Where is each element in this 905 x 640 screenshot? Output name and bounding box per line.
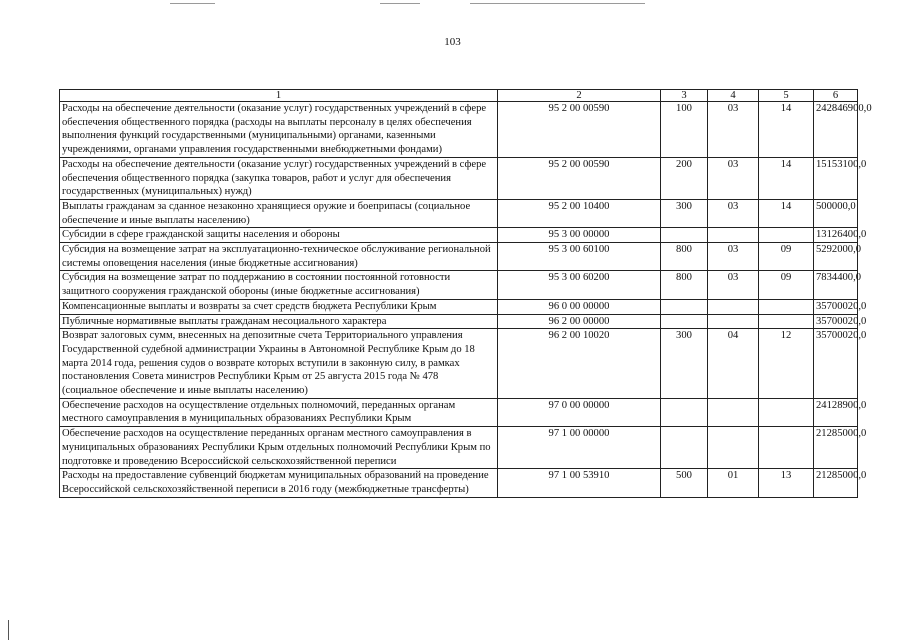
- row-sum: 500000,0: [814, 199, 858, 227]
- row-code: 95 2 00 10400: [498, 199, 661, 227]
- table-row: [60, 199, 858, 227]
- budget-table: [59, 89, 872, 498]
- row-rz: 01: [708, 469, 759, 497]
- row-pr: [759, 228, 814, 243]
- row-name: Обеспечение расходов на осуществление отдельных полномочий, переданных органам местного самоуправления в муниципальных образованиях Республики Крым: [60, 398, 498, 426]
- row-vr: [661, 427, 708, 469]
- table-row: [60, 157, 858, 199]
- row-vr: 300: [661, 199, 708, 227]
- row-pr: 09: [759, 271, 814, 299]
- row-rz: 03: [708, 199, 759, 227]
- row-name: Субсидия на возмещение затрат по поддержанию в состоянии постоянной готовности защитного сооружения гражданской обороны (иные бюджетные ассигнования): [60, 271, 498, 299]
- row-code: 96 2 00 00000: [498, 314, 661, 329]
- row-vr: 300: [661, 329, 708, 399]
- row-sum: 35700020,0: [814, 314, 858, 329]
- row-name: Публичные нормативные выплаты гражданам несоциального характера: [60, 314, 498, 329]
- row-pr: 14: [759, 199, 814, 227]
- row-pr: 09: [759, 243, 814, 271]
- scan-top-line-right: [470, 3, 645, 4]
- header-col-6: 6: [814, 90, 858, 102]
- table-row: [60, 228, 858, 243]
- row-code: 95 3 00 60100: [498, 243, 661, 271]
- row-code: 96 2 00 10020: [498, 329, 661, 399]
- row-sum: 21285000,0: [814, 469, 858, 497]
- header-col-2: 2: [498, 90, 661, 102]
- row-rz: [708, 427, 759, 469]
- row-code: 95 3 00 60200: [498, 271, 661, 299]
- row-rz: [708, 398, 759, 426]
- row-rz: 03: [708, 271, 759, 299]
- row-pr: [759, 398, 814, 426]
- scan-top-line-left: [170, 3, 215, 4]
- row-name: Возврат залоговых сумм, внесенных на депозитные счета Территориального управления Государственной судебной администрации Украины в Автономной Республике Крым до 18 марта 2014 года, решения судов о возврате которых вступили в законную силу, в рамках постановления Совета министров Республики Крым от 25 августа 2015 года № 478 (социальное обеспечение и иные выплаты населению): [60, 329, 498, 399]
- page-number: 103: [444, 36, 461, 48]
- row-code: 97 1 00 00000: [498, 427, 661, 469]
- row-name: Выплаты гражданам за сданное незаконно хранящиеся оружие и боеприпасы (социальное обеспечение и иные выплаты населению): [60, 199, 498, 227]
- row-rz: 03: [708, 243, 759, 271]
- table-row: [60, 299, 858, 314]
- row-sum: 35700020,0: [814, 299, 858, 314]
- row-pr: 12: [759, 329, 814, 399]
- table-row: [60, 271, 858, 299]
- row-code: 95 3 00 00000: [498, 228, 661, 243]
- table-row: [60, 427, 858, 469]
- row-pr: 14: [759, 102, 814, 158]
- header-col-5: 5: [759, 90, 814, 102]
- row-vr: 200: [661, 157, 708, 199]
- row-sum: 35700020,0: [814, 329, 858, 399]
- row-code: 97 0 00 00000: [498, 398, 661, 426]
- row-name: Компенсационные выплаты и возвраты за счет средств бюджета Республики Крым: [60, 299, 498, 314]
- row-vr: [661, 398, 708, 426]
- row-rz: [708, 314, 759, 329]
- row-pr: 13: [759, 469, 814, 497]
- row-pr: [759, 314, 814, 329]
- row-vr: 800: [661, 271, 708, 299]
- row-code: 96 0 00 00000: [498, 299, 661, 314]
- row-sum: 13126400,0: [814, 228, 858, 243]
- table-row: [60, 469, 858, 497]
- table-row: [60, 243, 858, 271]
- table-body: [60, 102, 872, 498]
- row-rz: [708, 299, 759, 314]
- scan-top-line-center: [380, 3, 420, 4]
- table-row: [60, 102, 858, 158]
- row-vr: 100: [661, 102, 708, 158]
- row-sum: 7834400,0: [814, 271, 858, 299]
- table-row: [60, 329, 858, 399]
- header-col-4: 4: [708, 90, 759, 102]
- row-sum: 15153100,0: [814, 157, 858, 199]
- row-vr: [661, 299, 708, 314]
- row-pr: 14: [759, 157, 814, 199]
- row-vr: 800: [661, 243, 708, 271]
- row-pr: [759, 299, 814, 314]
- row-name: Расходы на предоставление субвенций бюджетам муниципальных образований на проведение Всероссийской сельскохозяйственной переписи в 2016 году (межбюджетные трансферты): [60, 469, 498, 497]
- row-sum: 5292000,0: [814, 243, 858, 271]
- header-col-1: 1: [60, 90, 498, 102]
- row-rz: 03: [708, 102, 759, 158]
- row-code: 97 1 00 53910: [498, 469, 661, 497]
- table-row: [60, 398, 858, 426]
- header-row: [60, 90, 858, 102]
- row-name: Обеспечение расходов на осуществление переданных органам местного самоуправления в муниципальных образованиях Республики Крым отдельных полномочий Республики Крым по подготовке и проведению Всероссийской сельскохозяйственной переписи: [60, 427, 498, 469]
- row-vr: 500: [661, 469, 708, 497]
- header-col-3: 3: [661, 90, 708, 102]
- row-rz: 04: [708, 329, 759, 399]
- row-rz: 03: [708, 157, 759, 199]
- row-sum: 242846900,0: [814, 102, 858, 158]
- row-name: Субсидии в сфере гражданской защиты населения и обороны: [60, 228, 498, 243]
- row-name: Субсидия на возмещение затрат на эксплуатационно-техническое обслуживание региональной системы оповещения населения (иные бюджетные ассигнования): [60, 243, 498, 271]
- row-vr: [661, 314, 708, 329]
- row-pr: [759, 427, 814, 469]
- row-name: Расходы на обеспечение деятельности (оказание услуг) государственных учреждений в сфере обеспечения общественного порядка (закупка товаров, работ и услуг для обеспечения государственных (муниципальных) нужд): [60, 157, 498, 199]
- row-sum: 24128900,0: [814, 398, 858, 426]
- row-code: 95 2 00 00590: [498, 157, 661, 199]
- row-sum: 21285000,0: [814, 427, 858, 469]
- table-row: [60, 314, 858, 329]
- row-vr: [661, 228, 708, 243]
- row-code: 95 2 00 00590: [498, 102, 661, 158]
- scan-edge-mark: [8, 620, 9, 640]
- row-name: Расходы на обеспечение деятельности (оказание услуг) государственных учреждений в сфере обеспечения общественного порядка (расходы на выплаты персоналу в целях обеспечения выполнения функций государственными (муниципальными) органами, казенными учреждениями, органами управления государственными внебюджетными фондами): [60, 102, 498, 158]
- row-rz: [708, 228, 759, 243]
